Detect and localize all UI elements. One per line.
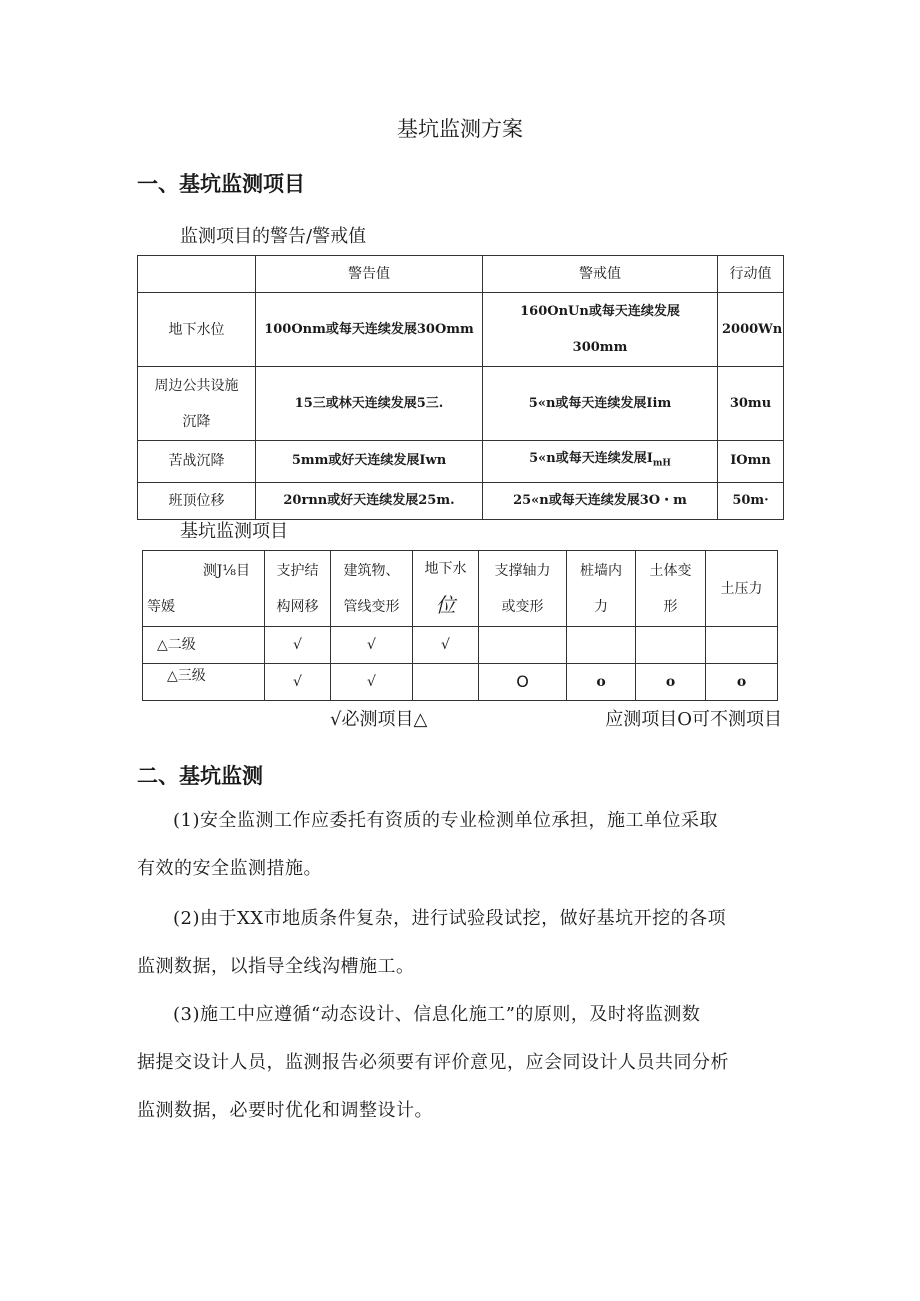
table-row bbox=[143, 664, 778, 701]
section-2-heading: 二、基坑监测 bbox=[137, 764, 263, 788]
header-building-deformation: 建筑物、 管线变形 bbox=[331, 551, 413, 627]
action-value: 50m· bbox=[718, 482, 784, 519]
paragraph-3: (3)施工中应遵循“动态设计、信息化施工”的原则，及时将监测数 据提交设计人员，监测报告必须要有评价意见，应会同设计人员共同分析 监测数据，必要时优化和调整设计。 bbox=[137, 1004, 729, 1121]
action-value: IOmn bbox=[718, 441, 784, 483]
mark-cell: o bbox=[567, 664, 636, 701]
header-wall-force: 桩墙内 力 bbox=[567, 551, 636, 627]
header-warning: 警告值 bbox=[256, 256, 483, 293]
mark-cell bbox=[636, 627, 706, 664]
table-row bbox=[138, 482, 784, 519]
table-row bbox=[138, 293, 784, 367]
header-groundwater: 地下水 位 bbox=[413, 551, 479, 627]
section-1-heading: 一、基坑监测项目 bbox=[137, 172, 305, 196]
mark-cell: √ bbox=[265, 627, 331, 664]
header-alert: 警戒值 bbox=[483, 256, 718, 293]
item-name: 苦战沉降 bbox=[138, 441, 256, 483]
action-value: 2000Wn bbox=[718, 293, 784, 367]
warning-value: 100Onm或每天连续发展30Omm bbox=[256, 293, 483, 367]
legend-right: 应测项目O可不测项目 bbox=[605, 709, 782, 730]
table-row bbox=[138, 367, 784, 441]
warning-value: 5mm或好天连续发展Iwn bbox=[256, 441, 483, 483]
table-header-row bbox=[143, 551, 778, 627]
warning-value: 20rnn或好天连续发展25m. bbox=[256, 482, 483, 519]
mark-cell: √ bbox=[265, 664, 331, 701]
mark-cell: √ bbox=[413, 627, 479, 664]
alert-value: 25«n或每天连续发展3O・m bbox=[483, 482, 718, 519]
legend-left: √必测项目△ bbox=[330, 709, 428, 730]
monitoring-items-table bbox=[142, 550, 778, 701]
table-1-caption: 监测项目的警告/警戒值 bbox=[180, 226, 367, 247]
mark-cell: √ bbox=[331, 664, 413, 701]
mark-cell: O bbox=[479, 664, 567, 701]
warning-values-table bbox=[137, 255, 784, 520]
item-name: 地下水位 bbox=[138, 293, 256, 367]
paragraph-2: (2)由于XX市地质条件复杂，进行试验段试挖，做好基坑开挖的各项 监测数据，以指导全线沟槽施工。 bbox=[137, 908, 727, 977]
item-name: 周边公共设施 沉降 bbox=[138, 367, 256, 441]
grade-label: △二级 bbox=[143, 627, 265, 664]
corner-header: 测J⅛目 等媛 bbox=[143, 551, 265, 627]
grade-label: △三级 bbox=[143, 664, 265, 701]
paragraph-1: (1)安全监测工作应委托有资质的专业检测单位承担，施工单位采取 有效的安全监测措施。 bbox=[137, 810, 718, 879]
alert-value: 160OnUn或每天连续发展 300mm bbox=[483, 293, 718, 367]
table-row bbox=[138, 441, 784, 483]
table-row bbox=[143, 627, 778, 664]
table-2-caption: 基坑监测项目 bbox=[180, 521, 288, 542]
header-empty bbox=[138, 256, 256, 293]
mark-cell bbox=[413, 664, 479, 701]
mark-cell: √ bbox=[331, 627, 413, 664]
header-earth-pressure: 土压力 bbox=[706, 551, 778, 627]
header-soil-deformation: 土体变 形 bbox=[636, 551, 706, 627]
mark-cell: o bbox=[636, 664, 706, 701]
mark-cell: o bbox=[706, 664, 778, 701]
warning-value: 15三或林天连续发展5三. bbox=[256, 367, 483, 441]
mark-cell bbox=[479, 627, 567, 664]
item-name: 班顶位移 bbox=[138, 482, 256, 519]
document-title: 基坑监测方案 bbox=[397, 117, 523, 141]
alert-value: 5«n或每天连续发展$I_{mH}$ bbox=[483, 441, 718, 483]
alert-value: 5«n或每天连续发展Iim bbox=[483, 367, 718, 441]
mark-cell bbox=[706, 627, 778, 664]
header-support-displacement: 支护结 构网移 bbox=[265, 551, 331, 627]
action-value: 30mu bbox=[718, 367, 784, 441]
table-header-row bbox=[138, 256, 784, 293]
header-strut-force: 支撑轴力 或变形 bbox=[479, 551, 567, 627]
mark-cell bbox=[567, 627, 636, 664]
header-action: 行动值 bbox=[718, 256, 784, 293]
